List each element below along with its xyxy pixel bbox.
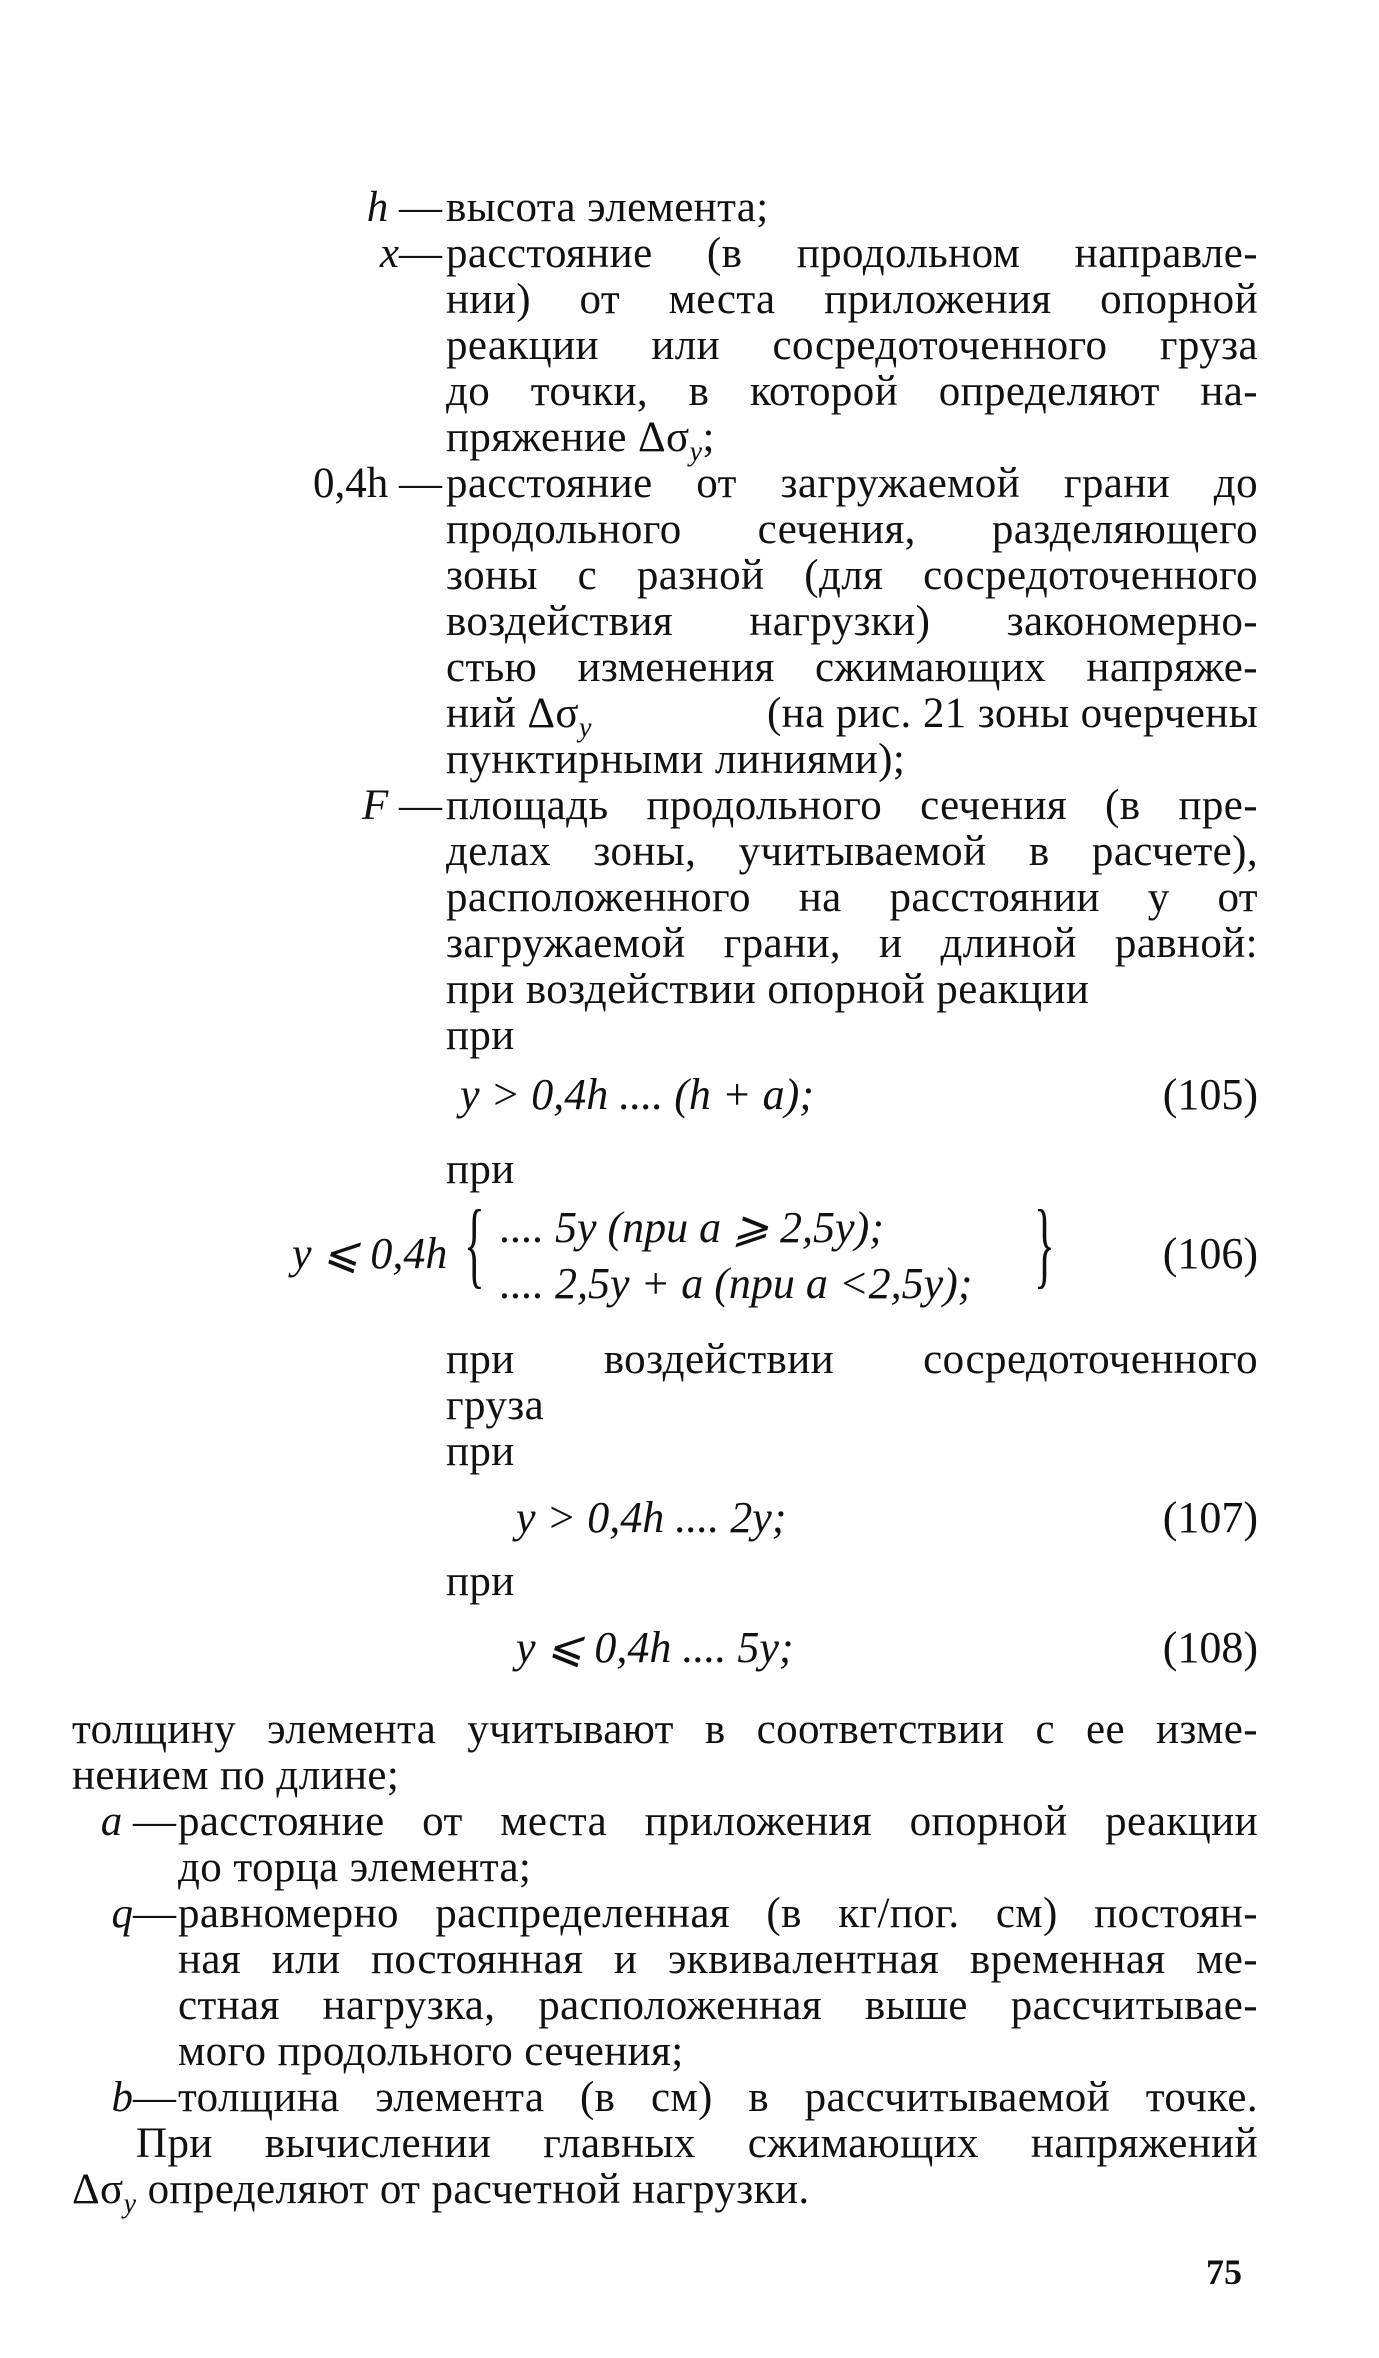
def-04h-line-6: ний $\Delta\sigma_y$ (на рис. 21 зоны очерчены <box>446 690 1258 744</box>
def-x-line-4: до точки, в которой определяют на- <box>446 368 1258 415</box>
def-04h-line-4: воздействия нагрузки) закономерно- <box>446 598 1258 645</box>
def-x-line-2: нии) от места приложения опорной <box>446 276 1258 323</box>
def-F-line-4: загружаемой грани, и длиной равной: <box>446 920 1258 967</box>
equation-number-107: (107) <box>1162 1493 1258 1542</box>
symbol-0-4h: 0,4h — <box>313 460 442 507</box>
def-F-line-2: делах зоны, учитываемой в расчете), <box>446 828 1258 875</box>
pri-label-1: при <box>446 1146 515 1193</box>
equation-106-lhs: y ⩽ 0,4h <box>292 1229 448 1278</box>
equation-number-108: (108) <box>1162 1623 1258 1672</box>
def-04h-line-7: пунктирными линиями); <box>446 736 906 783</box>
mid-text-line-2: груза <box>446 1382 545 1429</box>
symbol-F: F — <box>361 782 442 829</box>
def-a-line-1: расстояние от места приложения опорной реакции <box>178 1798 1258 1845</box>
def-04h-line-2: продольного сечения, разделяющего <box>446 506 1258 553</box>
closing-line-1: При вычислении главных сжимающих напряжений <box>136 2120 1258 2167</box>
right-brace-icon: } <box>1034 1190 1055 1297</box>
equation-105: y > 0,4h .... (h + a); <box>460 1070 814 1119</box>
def-F-line-6: при <box>446 1012 515 1059</box>
pri-label-2: при <box>446 1558 515 1605</box>
symbol-a: a — <box>100 1798 176 1845</box>
def-a-line-2: до торца элемента; <box>178 1844 532 1891</box>
closing-line-2: $\Delta\sigma_y$ определяют от расчетной нагрузки. <box>72 2166 810 2220</box>
def-q-line-3: стная нагрузка, расположенная выше рассчитывае- <box>178 1982 1258 2029</box>
def-04h-line-5: стью изменения сжимающих напряже- <box>446 644 1258 691</box>
def-F-line-1: площадь продольного сечения (в пре- <box>446 782 1258 829</box>
def-x-line-5: пряжение $\Delta\sigma_y$; <box>446 414 715 468</box>
page-number: 75 <box>1206 2252 1242 2292</box>
mid-text-line-1: при воздействии сосредоточенного <box>446 1336 1258 1383</box>
continuation-line-2: нением по длине; <box>72 1752 400 1799</box>
def-F-line-5: при воздействии опорной реакции <box>446 966 1090 1013</box>
equation-number-106: (106) <box>1162 1229 1258 1278</box>
symbol-h: h — <box>366 184 442 231</box>
equation-number-105: (105) <box>1162 1070 1258 1119</box>
def-04h-line-1: расстояние от загружаемой грани до <box>446 460 1258 507</box>
symbol-x: x— <box>379 230 442 277</box>
continuation-line-1: толщину элемента учитывают в соответствии с ее изме- <box>72 1706 1258 1753</box>
def-F-line-3: расположенного на расстоянии y от <box>446 874 1258 921</box>
equation-107: y > 0,4h .... 2y; <box>516 1493 787 1542</box>
left-brace-icon: { <box>464 1190 485 1297</box>
def-x-line-1: расстояние (в продольном направле- <box>446 230 1258 277</box>
symbol-q: q— <box>111 1890 176 1937</box>
def-q-line-2: ная или постоянная и эквивалентная временная ме- <box>178 1936 1258 1983</box>
equation-108: y ⩽ 0,4h .... 5y; <box>516 1623 794 1672</box>
symbol-b: b— <box>111 2074 176 2121</box>
def-q-line-1: равномерно распределенная (в кг/пог. см) постоян- <box>178 1890 1258 1937</box>
equation-106-case-1: .... 5y (при a ⩾ 2,5y); <box>500 1203 884 1252</box>
def-q-line-4: мого продольного сечения; <box>178 2028 684 2075</box>
def-x-line-3: реакции или сосредоточенного груза <box>446 322 1258 369</box>
def-h-text: высота элемента; <box>446 184 769 231</box>
mid-text-line-3: при <box>446 1428 515 1475</box>
def-b-line-1: толщина элемента (в см) в рассчитываемой точке. <box>178 2074 1258 2121</box>
equation-106-case-2: .... 2,5y + a (при a <2,5y); <box>500 1259 973 1308</box>
def-04h-line-3: зоны с разной (для сосредоточенного <box>446 552 1258 599</box>
